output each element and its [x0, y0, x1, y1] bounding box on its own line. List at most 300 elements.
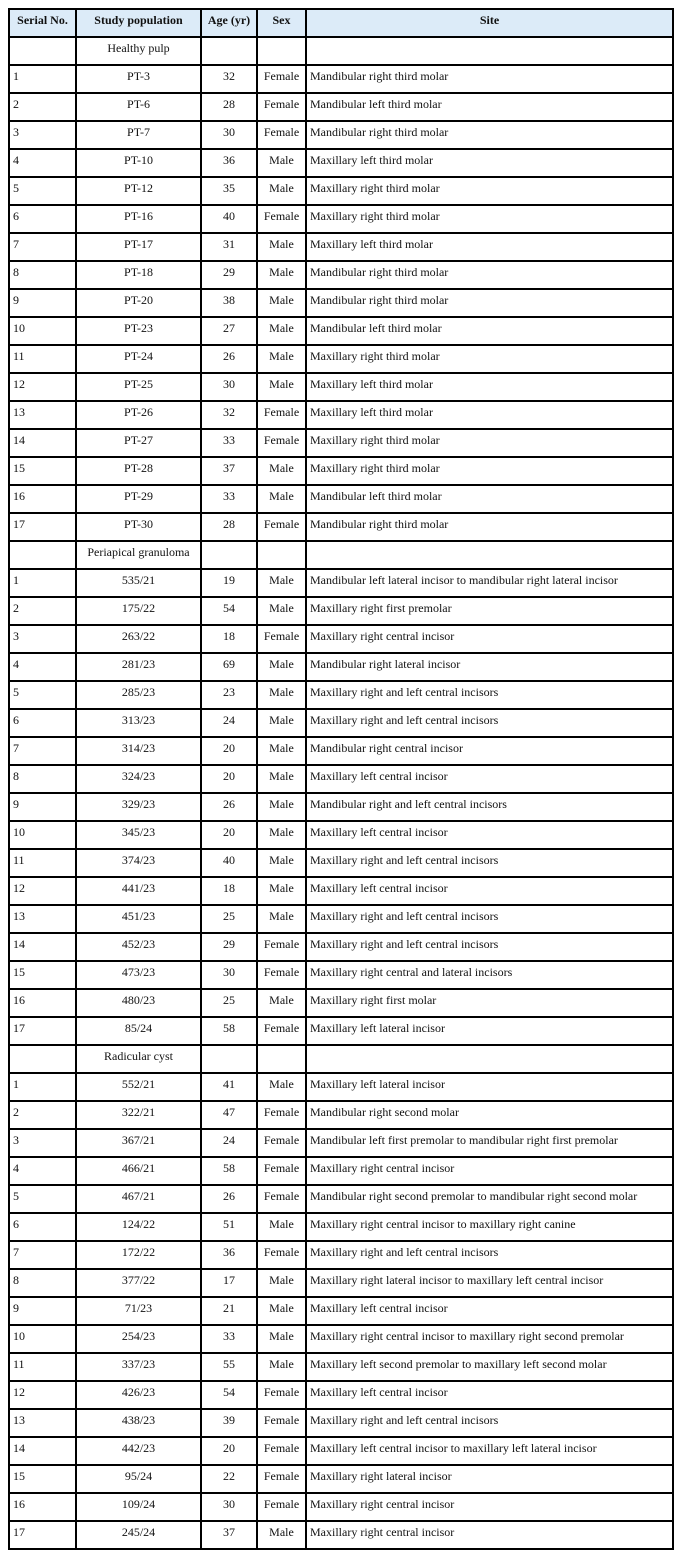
cell-serial-no: 15 — [9, 1465, 76, 1493]
cell-age: 31 — [201, 233, 257, 261]
cell-serial-no: 16 — [9, 989, 76, 1017]
cell-sex: Female — [257, 1185, 306, 1213]
cell-serial-no: 14 — [9, 1437, 76, 1465]
cell-site: Maxillary left central incisor — [306, 877, 673, 905]
table-row — [9, 597, 673, 625]
cell-sample-id: 552/21 — [76, 1073, 201, 1101]
cell-age: 24 — [201, 709, 257, 737]
cell-sample-id: PT-10 — [76, 149, 201, 177]
cell-sex: Male — [257, 1213, 306, 1241]
cell-serial-no: 15 — [9, 961, 76, 989]
cell-serial-no: 3 — [9, 625, 76, 653]
table-row — [9, 709, 673, 737]
table-row — [9, 933, 673, 961]
table-row — [9, 625, 673, 653]
cell-sex: Male — [257, 1353, 306, 1381]
empty-cell — [306, 541, 673, 569]
cell-serial-no: 2 — [9, 597, 76, 625]
cell-site: Maxillary right and left central incisors — [306, 681, 673, 709]
table-row — [9, 1129, 673, 1157]
cell-serial-no: 9 — [9, 289, 76, 317]
cell-sample-id: 377/22 — [76, 1269, 201, 1297]
table-row — [9, 1073, 673, 1101]
table-header — [9, 9, 673, 37]
empty-cell — [201, 541, 257, 569]
cell-age: 20 — [201, 765, 257, 793]
cell-age: 23 — [201, 681, 257, 709]
cell-sample-id: PT-18 — [76, 261, 201, 289]
table-row — [9, 373, 673, 401]
cell-serial-no: 9 — [9, 793, 76, 821]
cell-sample-id: 535/21 — [76, 569, 201, 597]
cell-sex: Male — [257, 289, 306, 317]
cell-age: 28 — [201, 93, 257, 121]
cell-serial-no: 10 — [9, 1325, 76, 1353]
cell-sex: Male — [257, 681, 306, 709]
table-row — [9, 121, 673, 149]
cell-sex: Female — [257, 93, 306, 121]
table-row — [9, 1269, 673, 1297]
cell-age: 30 — [201, 373, 257, 401]
table-row — [9, 485, 673, 513]
cell-sample-id: PT-28 — [76, 457, 201, 485]
table-row — [9, 1157, 673, 1185]
cell-sample-id: 281/23 — [76, 653, 201, 681]
cell-sex: Male — [257, 317, 306, 345]
cell-age: 32 — [201, 401, 257, 429]
cell-serial-no: 5 — [9, 681, 76, 709]
cell-sex: Male — [257, 653, 306, 681]
cell-serial-no: 1 — [9, 65, 76, 93]
group-label: Periapical granuloma — [76, 541, 201, 569]
table-row — [9, 1241, 673, 1269]
table-row — [9, 653, 673, 681]
cell-sample-id: PT-30 — [76, 513, 201, 541]
table-row — [9, 177, 673, 205]
cell-sex: Male — [257, 821, 306, 849]
empty-cell — [201, 1045, 257, 1073]
cell-age: 18 — [201, 877, 257, 905]
cell-sample-id: 329/23 — [76, 793, 201, 821]
cell-site: Maxillary left lateral incisor — [306, 1017, 673, 1045]
cell-age: 38 — [201, 289, 257, 317]
cell-sex: Female — [257, 429, 306, 457]
cell-sample-id: PT-7 — [76, 121, 201, 149]
cell-sex: Female — [257, 513, 306, 541]
cell-sample-id: 367/21 — [76, 1129, 201, 1157]
cell-site: Maxillary left central incisor — [306, 1297, 673, 1325]
table-row — [9, 1101, 673, 1129]
cell-age: 18 — [201, 625, 257, 653]
table-row — [9, 1381, 673, 1409]
cell-age: 37 — [201, 1521, 257, 1549]
cell-serial-no: 16 — [9, 485, 76, 513]
cell-site: Maxillary right central incisor — [306, 625, 673, 653]
cell-serial-no: 2 — [9, 93, 76, 121]
cell-sample-id: 314/23 — [76, 737, 201, 765]
cell-age: 51 — [201, 1213, 257, 1241]
cell-sample-id: 480/23 — [76, 989, 201, 1017]
cell-site: Mandibular right third molar — [306, 65, 673, 93]
cell-site: Mandibular right third molar — [306, 121, 673, 149]
cell-sex: Male — [257, 905, 306, 933]
cell-site: Maxillary right first molar — [306, 989, 673, 1017]
group-header-row — [9, 37, 673, 65]
cell-site: Maxillary right central incisor — [306, 1493, 673, 1521]
table-row — [9, 317, 673, 345]
table-row — [9, 93, 673, 121]
cell-site: Maxillary right and left central incisors — [306, 1241, 673, 1269]
cell-serial-no: 15 — [9, 457, 76, 485]
cell-serial-no: 4 — [9, 1157, 76, 1185]
cell-site: Maxillary right central incisor to maxillary right second premolar — [306, 1325, 673, 1353]
cell-sex: Female — [257, 625, 306, 653]
cell-site: Mandibular right third molar — [306, 289, 673, 317]
cell-sex: Male — [257, 149, 306, 177]
header-site: Site — [306, 9, 673, 37]
cell-serial-no: 14 — [9, 933, 76, 961]
cell-sex: Male — [257, 569, 306, 597]
cell-sample-id: 473/23 — [76, 961, 201, 989]
table-row — [9, 1521, 673, 1549]
cell-sample-id: 85/24 — [76, 1017, 201, 1045]
cell-age: 33 — [201, 429, 257, 457]
cell-age: 29 — [201, 933, 257, 961]
cell-sample-id: PT-29 — [76, 485, 201, 513]
cell-age: 26 — [201, 793, 257, 821]
cell-serial-no: 3 — [9, 121, 76, 149]
header-sex: Sex — [257, 9, 306, 37]
cell-sample-id: 452/23 — [76, 933, 201, 961]
cell-serial-no: 9 — [9, 1297, 76, 1325]
cell-site: Maxillary right lateral incisor to maxillary left central incisor — [306, 1269, 673, 1297]
cell-sex: Male — [257, 1325, 306, 1353]
cell-sample-id: 254/23 — [76, 1325, 201, 1353]
cell-age: 29 — [201, 261, 257, 289]
cell-sex: Male — [257, 233, 306, 261]
cell-serial-no: 11 — [9, 1353, 76, 1381]
cell-age: 37 — [201, 457, 257, 485]
cell-site: Maxillary left third molar — [306, 401, 673, 429]
cell-sample-id: 324/23 — [76, 765, 201, 793]
cell-age: 20 — [201, 1437, 257, 1465]
cell-sample-id: 451/23 — [76, 905, 201, 933]
cell-site: Mandibular right and left central incisors — [306, 793, 673, 821]
table-row — [9, 289, 673, 317]
cell-age: 33 — [201, 485, 257, 513]
cell-age: 54 — [201, 597, 257, 625]
cell-sex: Male — [257, 849, 306, 877]
cell-age: 58 — [201, 1017, 257, 1045]
cell-site: Maxillary left third molar — [306, 149, 673, 177]
cell-site: Maxillary right lateral incisor — [306, 1465, 673, 1493]
header-study-population: Study population — [76, 9, 201, 37]
table-row — [9, 569, 673, 597]
cell-site: Maxillary right central incisor — [306, 1521, 673, 1549]
cell-sample-id: 322/21 — [76, 1101, 201, 1129]
cell-sex: Female — [257, 1101, 306, 1129]
empty-cell — [257, 541, 306, 569]
cell-serial-no: 8 — [9, 261, 76, 289]
cell-serial-no: 11 — [9, 849, 76, 877]
cell-age: 36 — [201, 149, 257, 177]
cell-sex: Male — [257, 1521, 306, 1549]
cell-site: Maxillary left lateral incisor — [306, 1073, 673, 1101]
cell-sex: Female — [257, 1437, 306, 1465]
cell-sample-id: PT-3 — [76, 65, 201, 93]
table-row — [9, 765, 673, 793]
cell-serial-no: 6 — [9, 1213, 76, 1241]
cell-sample-id: 285/23 — [76, 681, 201, 709]
cell-sex: Male — [257, 177, 306, 205]
cell-serial-no: 1 — [9, 569, 76, 597]
cell-age: 32 — [201, 65, 257, 93]
cell-sample-id: 438/23 — [76, 1409, 201, 1437]
cell-site: Maxillary right and left central incisors — [306, 709, 673, 737]
cell-site: Maxillary left third molar — [306, 373, 673, 401]
cell-serial-no: 13 — [9, 401, 76, 429]
table-row — [9, 737, 673, 765]
cell-site: Maxillary right central incisor to maxillary right canine — [306, 1213, 673, 1241]
cell-sample-id: PT-27 — [76, 429, 201, 457]
cell-sample-id: 337/23 — [76, 1353, 201, 1381]
cell-site: Maxillary left central incisor — [306, 821, 673, 849]
cell-sex: Male — [257, 765, 306, 793]
cell-site: Maxillary right third molar — [306, 177, 673, 205]
cell-site: Maxillary right and left central incisors — [306, 905, 673, 933]
cell-site: Maxillary right and left central incisors — [306, 933, 673, 961]
header-serial-no: Serial No. — [9, 9, 76, 37]
cell-sex: Female — [257, 1381, 306, 1409]
table-row — [9, 905, 673, 933]
cell-sample-id: 374/23 — [76, 849, 201, 877]
table-row — [9, 1017, 673, 1045]
table-row — [9, 989, 673, 1017]
study-population-table — [8, 8, 674, 1550]
cell-serial-no: 17 — [9, 1017, 76, 1045]
cell-site: Maxillary right third molar — [306, 345, 673, 373]
cell-sex: Female — [257, 1241, 306, 1269]
cell-site: Maxillary left central incisor to maxillary left lateral incisor — [306, 1437, 673, 1465]
table-row — [9, 1409, 673, 1437]
cell-serial-no: 6 — [9, 709, 76, 737]
cell-age: 30 — [201, 1493, 257, 1521]
cell-age: 20 — [201, 737, 257, 765]
cell-sample-id: PT-24 — [76, 345, 201, 373]
cell-sample-id: PT-12 — [76, 177, 201, 205]
cell-serial-no: 7 — [9, 233, 76, 261]
empty-cell — [257, 1045, 306, 1073]
cell-site: Maxillary right and left central incisors — [306, 849, 673, 877]
empty-cell — [257, 37, 306, 65]
cell-sample-id: 441/23 — [76, 877, 201, 905]
cell-sex: Female — [257, 1493, 306, 1521]
cell-site: Maxillary right central and lateral incisors — [306, 961, 673, 989]
cell-sex: Female — [257, 65, 306, 93]
table-row — [9, 513, 673, 541]
cell-sex: Male — [257, 597, 306, 625]
cell-serial-no: 17 — [9, 513, 76, 541]
cell-serial-no: 1 — [9, 1073, 76, 1101]
cell-sex: Male — [257, 1269, 306, 1297]
table-row — [9, 149, 673, 177]
table-row — [9, 793, 673, 821]
table-row — [9, 401, 673, 429]
cell-sample-id: 345/23 — [76, 821, 201, 849]
cell-serial-no: 16 — [9, 1493, 76, 1521]
cell-age: 22 — [201, 1465, 257, 1493]
cell-sample-id: 442/23 — [76, 1437, 201, 1465]
cell-site: Mandibular right third molar — [306, 261, 673, 289]
empty-cell — [9, 1045, 76, 1073]
cell-sample-id: PT-16 — [76, 205, 201, 233]
table-row — [9, 681, 673, 709]
cell-sex: Female — [257, 933, 306, 961]
table-row — [9, 1325, 673, 1353]
cell-age: 26 — [201, 345, 257, 373]
cell-age: 17 — [201, 1269, 257, 1297]
cell-site: Maxillary right third molar — [306, 457, 673, 485]
empty-cell — [9, 37, 76, 65]
table-row — [9, 877, 673, 905]
cell-sex: Male — [257, 261, 306, 289]
cell-site: Mandibular left third molar — [306, 317, 673, 345]
cell-serial-no: 12 — [9, 1381, 76, 1409]
table-row — [9, 1213, 673, 1241]
cell-age: 40 — [201, 849, 257, 877]
table-row — [9, 233, 673, 261]
table-row — [9, 1437, 673, 1465]
cell-sex: Female — [257, 121, 306, 149]
cell-age: 35 — [201, 177, 257, 205]
cell-sample-id: PT-17 — [76, 233, 201, 261]
cell-age: 24 — [201, 1129, 257, 1157]
cell-sex: Male — [257, 373, 306, 401]
cell-site: Maxillary left second premolar to maxillary left second molar — [306, 1353, 673, 1381]
table-row — [9, 429, 673, 457]
cell-site: Mandibular right third molar — [306, 513, 673, 541]
cell-sex: Female — [257, 1409, 306, 1437]
table-row — [9, 1353, 673, 1381]
cell-age: 36 — [201, 1241, 257, 1269]
cell-sample-id: 175/22 — [76, 597, 201, 625]
group-header-row — [9, 1045, 673, 1073]
table-row — [9, 457, 673, 485]
table-row — [9, 65, 673, 93]
cell-site: Mandibular right central incisor — [306, 737, 673, 765]
cell-sample-id: 71/23 — [76, 1297, 201, 1325]
cell-sample-id: 245/24 — [76, 1521, 201, 1549]
cell-age: 28 — [201, 513, 257, 541]
cell-age: 47 — [201, 1101, 257, 1129]
cell-sex: Female — [257, 1129, 306, 1157]
cell-serial-no: 3 — [9, 1129, 76, 1157]
cell-site: Maxillary right third molar — [306, 429, 673, 457]
cell-serial-no: 8 — [9, 1269, 76, 1297]
cell-age: 25 — [201, 989, 257, 1017]
cell-sex: Male — [257, 737, 306, 765]
cell-age: 40 — [201, 205, 257, 233]
cell-sex: Female — [257, 205, 306, 233]
cell-sample-id: 95/24 — [76, 1465, 201, 1493]
cell-age: 54 — [201, 1381, 257, 1409]
table-body — [9, 37, 673, 1549]
cell-sex: Female — [257, 1465, 306, 1493]
cell-sample-id: 466/21 — [76, 1157, 201, 1185]
cell-serial-no: 5 — [9, 177, 76, 205]
cell-age: 19 — [201, 569, 257, 597]
cell-sample-id: PT-6 — [76, 93, 201, 121]
cell-sample-id: 172/22 — [76, 1241, 201, 1269]
cell-site: Mandibular right lateral incisor — [306, 653, 673, 681]
table-row — [9, 1185, 673, 1213]
cell-sex: Male — [257, 457, 306, 485]
empty-cell — [201, 37, 257, 65]
cell-serial-no: 17 — [9, 1521, 76, 1549]
table-row — [9, 205, 673, 233]
cell-sex: Female — [257, 961, 306, 989]
group-header-row — [9, 541, 673, 569]
cell-sex: Male — [257, 793, 306, 821]
cell-serial-no: 5 — [9, 1185, 76, 1213]
cell-sample-id: PT-25 — [76, 373, 201, 401]
cell-sample-id: 426/23 — [76, 1381, 201, 1409]
cell-serial-no: 13 — [9, 905, 76, 933]
cell-sex: Male — [257, 485, 306, 513]
cell-serial-no: 7 — [9, 1241, 76, 1269]
cell-sex: Female — [257, 1017, 306, 1045]
cell-serial-no: 2 — [9, 1101, 76, 1129]
cell-site: Maxillary right third molar — [306, 205, 673, 233]
cell-serial-no: 8 — [9, 765, 76, 793]
cell-sample-id: 467/21 — [76, 1185, 201, 1213]
table-row — [9, 345, 673, 373]
cell-age: 69 — [201, 653, 257, 681]
cell-serial-no: 14 — [9, 429, 76, 457]
table-row — [9, 821, 673, 849]
table-row — [9, 1465, 673, 1493]
cell-age: 27 — [201, 317, 257, 345]
cell-sex: Female — [257, 401, 306, 429]
cell-sample-id: PT-26 — [76, 401, 201, 429]
cell-age: 33 — [201, 1325, 257, 1353]
cell-sample-id: 109/24 — [76, 1493, 201, 1521]
cell-serial-no: 12 — [9, 877, 76, 905]
cell-site: Mandibular left third molar — [306, 93, 673, 121]
cell-site: Maxillary left third molar — [306, 233, 673, 261]
cell-site: Mandibular right second premolar to mandibular right second molar — [306, 1185, 673, 1213]
table-row — [9, 961, 673, 989]
cell-age: 39 — [201, 1409, 257, 1437]
header-row — [9, 9, 673, 37]
empty-cell — [9, 541, 76, 569]
cell-age: 30 — [201, 121, 257, 149]
table-row — [9, 849, 673, 877]
cell-site: Mandibular left first premolar to mandibular right first premolar — [306, 1129, 673, 1157]
cell-sex: Female — [257, 1157, 306, 1185]
cell-site: Mandibular left lateral incisor to mandibular right lateral incisor — [306, 569, 673, 597]
cell-site: Maxillary right first premolar — [306, 597, 673, 625]
cell-sample-id: PT-20 — [76, 289, 201, 317]
cell-serial-no: 6 — [9, 205, 76, 233]
cell-serial-no: 10 — [9, 821, 76, 849]
cell-serial-no: 7 — [9, 737, 76, 765]
table-row — [9, 261, 673, 289]
cell-age: 26 — [201, 1185, 257, 1213]
cell-age: 21 — [201, 1297, 257, 1325]
table-row — [9, 1493, 673, 1521]
cell-site: Mandibular left third molar — [306, 485, 673, 513]
